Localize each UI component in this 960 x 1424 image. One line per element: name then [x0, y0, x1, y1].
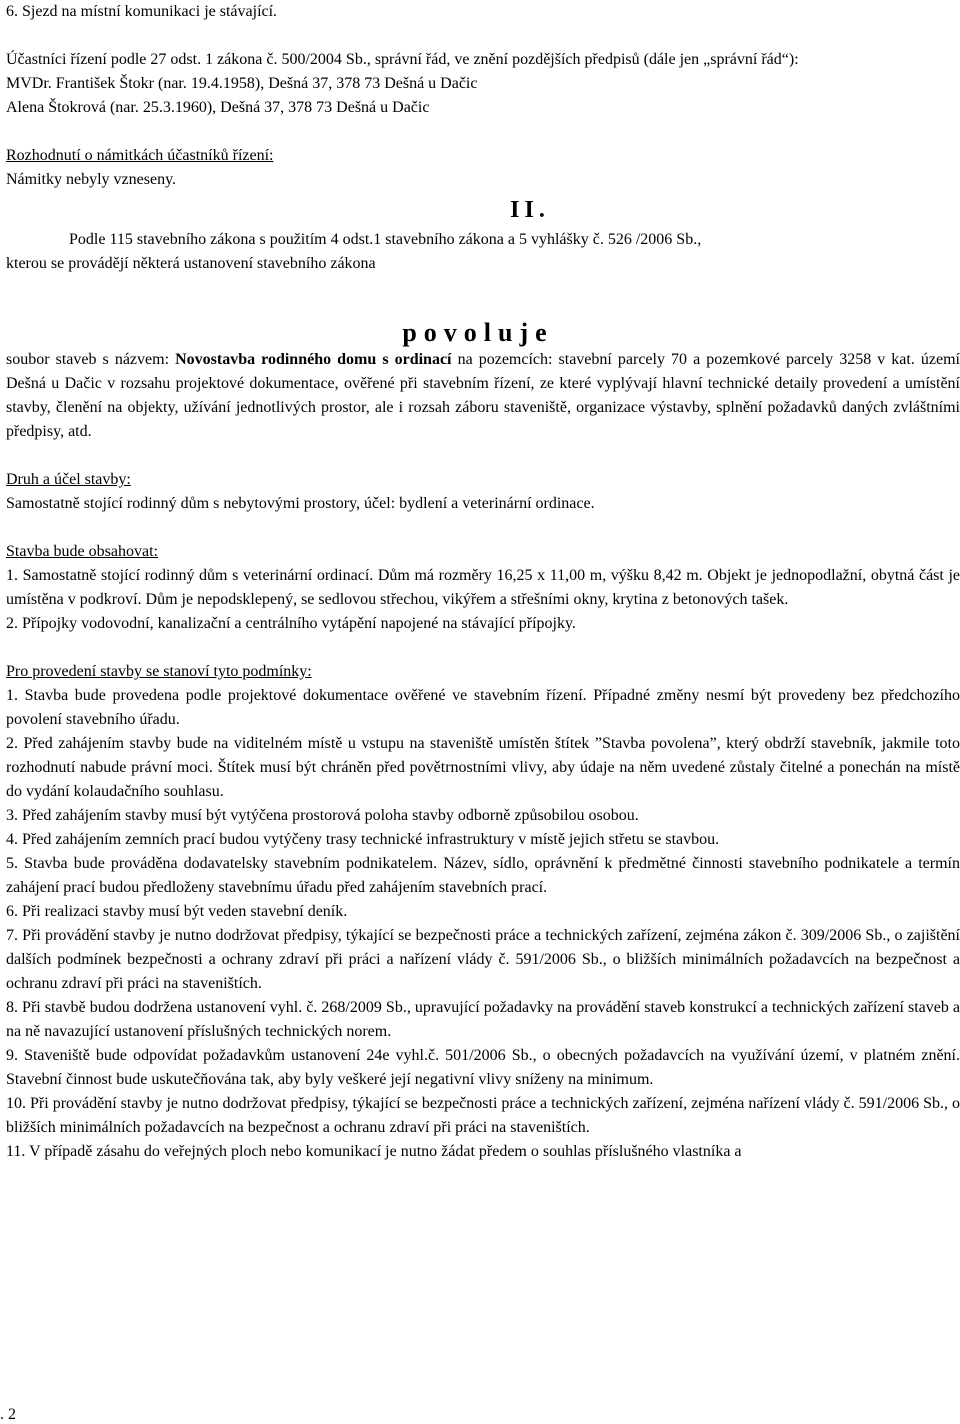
ucastnici-rizeni: Účastníci řízení podle 27 odst. 1 zákona č. 500/2004 Sb., správní řád, ve znění pozdějších předpisů (dále jen „správní řád“): [6, 51, 799, 68]
podminka-3: 3. Před zahájením stavby musí být vytýčena prostorová poloha stavby odborně způsobilou osobou. [6, 807, 639, 824]
podle-text: Podle 115 stavebního zákona s použitím 4 odst.1 stavebního zákona a 5 vyhlášky č. 526 /2006 Sb., [69, 231, 702, 248]
podminka-11: 11. V případě zásahu do veřejných ploch nebo komunikací je nutno žádat předem o souhlas příslušného vlastníka a [6, 1143, 742, 1160]
podminka-10: 10. Při provádění stavby je nutno dodržovat předpisy, týkající se bezpečnosti práce a technických zařízení, zejména nařízení vlády č. 591/2006 Sb., o bližších minimálních požadavcích na bezpečnost a ochranu zdraví při práci na staveništích. [6, 1095, 960, 1136]
podminka-2: 2. Před zahájením stavby bude na viditelném místě u vstupu na staveniště umístěn štítek ”Stavba povolena”, který obdrží stavebník, jakmile toto rozhodnutí nabude právní moci. Štítek musí být chráněn před povětrnostními vlivy, aby údaje na něm uvedené zůstaly čitelné a ponechán na místě do vydání kolaudačního souhlasu. [6, 735, 960, 800]
participant-1: MVDr. František Štokr (nar. 19.4.1958), Dešná 37, 378 73 Dešná u Dačic [6, 75, 478, 92]
druh-heading: Druh a účel stavby: [6, 471, 131, 488]
podminka-5: 5. Stavba bude prováděna dodavatelsky stavebním podnikatelem. Název, sídlo, oprávnění k předmětné činnosti stavebního podnikatele a termín zahájení prací budou předloženy stavebnímu úřadu před zahájením stavebních prací. [6, 855, 960, 896]
druh-text: Samostatně stojící rodinný dům s nebytovými prostory, účel: bydlení a veterinární ordinace. [6, 495, 595, 512]
podminka-9: 9. Staveniště bude odpovídat požadavkům ustanovení 24e vyhl.č. 501/2006 Sb., o obecných požadavcích na využívání území, v platném znění. Stavební činnost bude uskutečňována tak, aby byly veškeré její negativní vlivy sníženy na minimum. [6, 1047, 960, 1088]
soubor-paragraph [6, 348, 960, 444]
rozhodnuti-text: Námitky nebyly vzneseny. [6, 171, 177, 188]
stavba-name: Novostavba rodinného domu s ordinací [175, 351, 452, 368]
document-page [6, 0, 960, 1164]
podminka-8: 8. Při stavbě budou dodržena ustanovení vyhl. č. 268/2009 Sb., upravující požadavky na provádění staveb konstrukcí a technických zařízení staveb a na ně navazující ustanovení příslušných technických norem. [6, 999, 960, 1040]
section-roman-numeral: II. [510, 197, 550, 223]
participant-2: Alena Štokrová (nar. 25.3.1960), Dešná 37, 378 73 Dešná u Dačic [6, 99, 430, 116]
obsah-item-2: 2. Přípojky vodovodní, kanalizační a centrálního vytápění napojené na stávající přípojky. [6, 615, 576, 632]
obsah-item-1: 1. Samostatně stojící rodinný dům s veterinární ordinací. Dům má rozměry 16,25 x 11,00 m, výšku 8,42 m. Objekt je jednopodlažní, obytná část je umístěna v podkroví. Dům je nepodsklepený, se sedlovou střechou, vikýřem a střešními okny, krytina z betonových tašek. [6, 567, 960, 608]
soubor-pre: soubor staveb s názvem: [6, 351, 176, 368]
podminka-7: 7. Při provádění stavby je nutno dodržovat předpisy, týkající se bezpečnosti práce a technických zařízení, zejména zákon č. 309/2006 Sb., o zajištění dalších podmínek bezpečnosti a ochrany zdraví při práci a nařízení vlády č. 591/2006 Sb., o bližších minimálních požadavcích na bezpečnost a ochranu zdraví při práci na staveništích. [6, 927, 960, 992]
obsah-heading: Stavba bude obsahovat: [6, 543, 158, 560]
podminka-6: 6. Při realizaci stavby musí být veden stavební deník. [6, 903, 348, 920]
povoluje-heading: povoluje [402, 318, 554, 347]
page-number: . 2 [0, 1406, 16, 1423]
line-item-6: 6. Sjezd na místní komunikaci je stávající. [6, 3, 278, 20]
podminka-4: 4. Před zahájením zemních prací budou vytýčeny trasy technické infrastruktury v místě jejich střetu se stavbou. [6, 831, 720, 848]
podminka-1: 1. Stavba bude provedena podle projektové dokumentace ověřené ve stavebním řízení. Případné změny nesmí být provedeny bez předchozího povolení stavebního úřadu. [6, 687, 960, 728]
podminky-heading: Pro provedení stavby se stanoví tyto podmínky: [6, 663, 312, 680]
rozhodnuti-heading: Rozhodnutí o námitkách účastníků řízení: [6, 147, 274, 164]
kterou-text: kterou se provádějí některá ustanovení stavebního zákona [6, 255, 376, 272]
soubor-post: na pozemcích: stavební parcely 70 a pozemkové parcely 3258 v kat. území Dešná u Dačic v rozsahu projektové dokumentace, ověřené při stavebním řízení, ze které vyplývají hlavní technické detaily provedení a umístění stavby, členění na objekty, užívání jednotlivých prostor, ale i rozsah záboru staveniště, organizace výstavby, splnění požadavků daných zvláštními předpisy, atd. [6, 351, 960, 440]
